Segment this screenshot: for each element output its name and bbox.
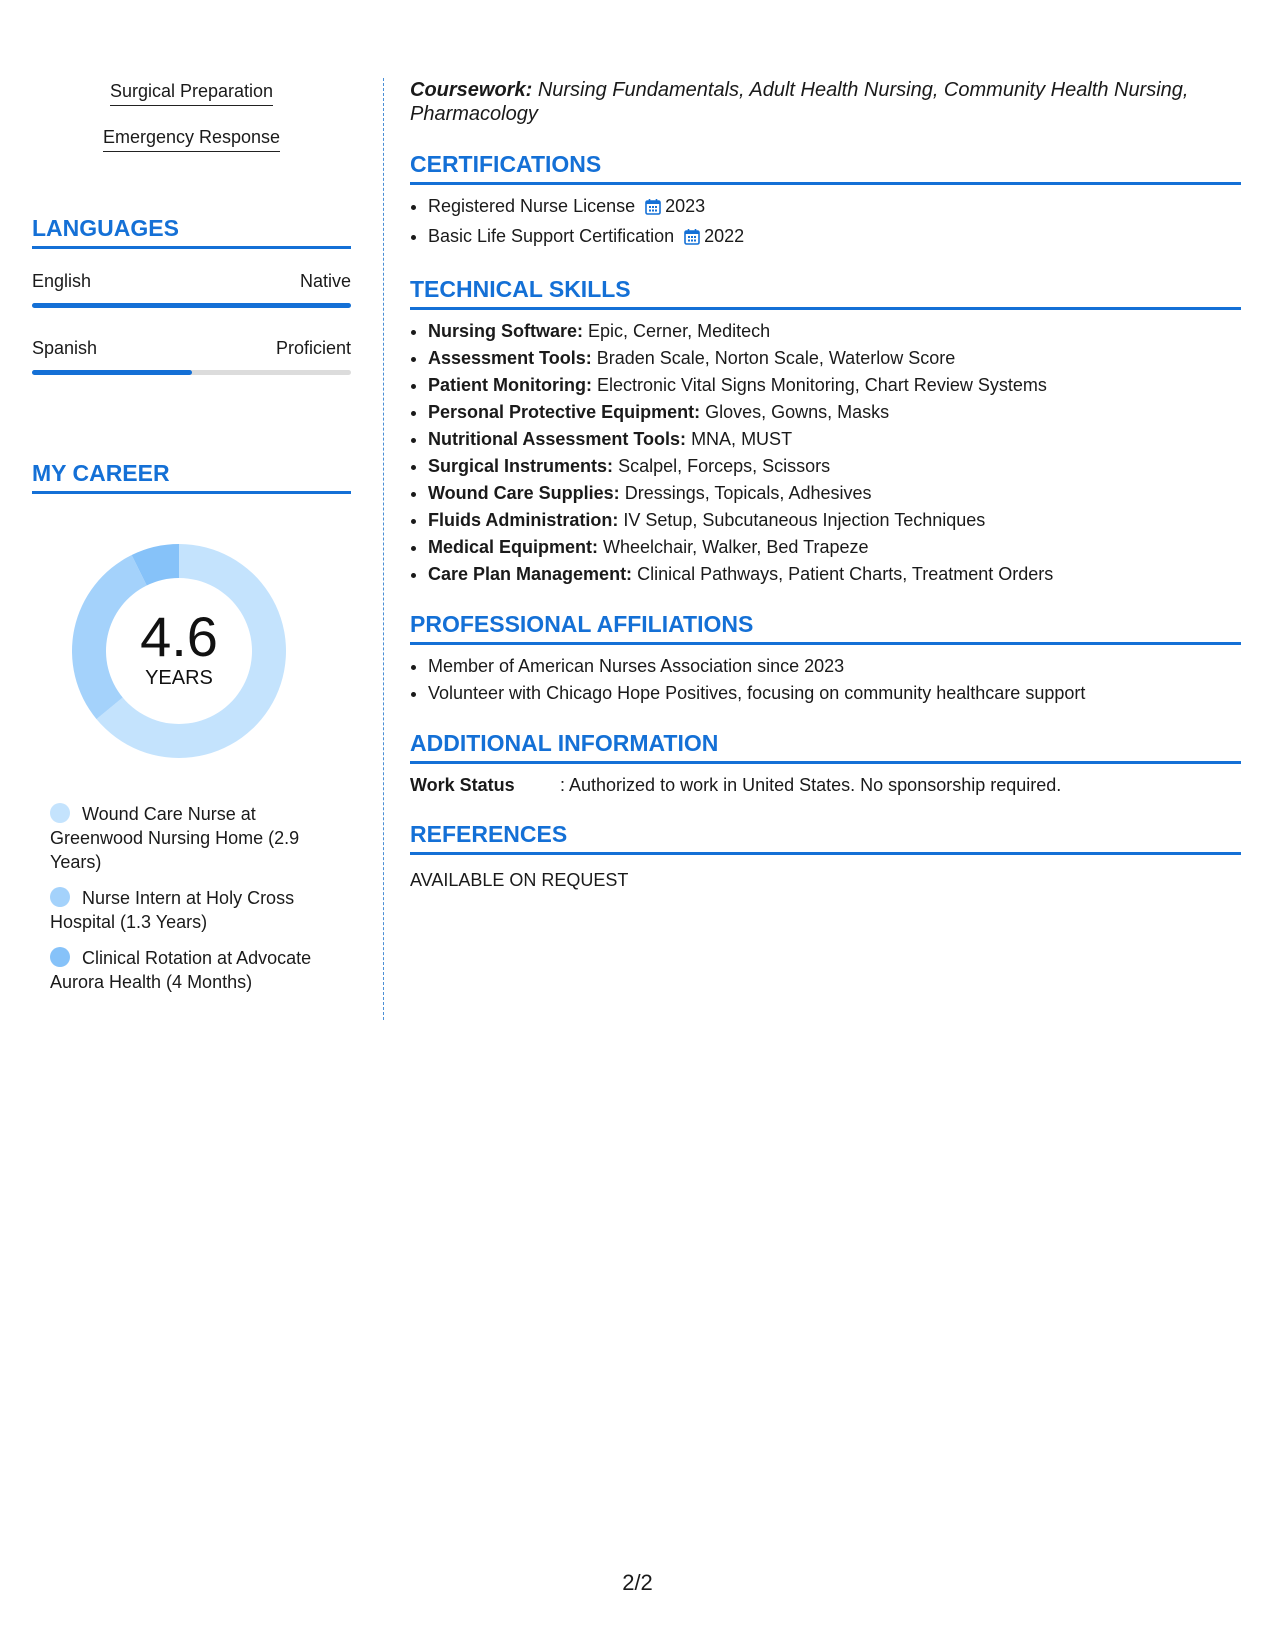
language-bar-fill (32, 303, 351, 308)
skill-tags (32, 80, 351, 172)
references-heading: REFERENCES (410, 820, 1241, 855)
language-item (32, 270, 351, 308)
certification-name: Basic Life Support Certification (428, 226, 675, 246)
additional-info-heading: ADDITIONAL INFORMATION (410, 729, 1241, 764)
affiliations-heading: PROFESSIONAL AFFILIATIONS (410, 610, 1241, 645)
certification-year: 2022 (704, 226, 745, 246)
career-total-unit: YEARS (145, 667, 213, 689)
skill-label: Assessment Tools: (428, 348, 592, 368)
skill-label: Surgical Instruments: (428, 456, 614, 476)
skill-value: Wheelchair, Walker, Bed Trapeze (603, 537, 869, 557)
work-status-row (410, 772, 1241, 798)
skill-value: IV Setup, Subcutaneous Injection Techniques (623, 510, 986, 530)
career-item-text: Wound Care Nurse at Greenwood Nursing Home (2.9 Years) (50, 804, 300, 872)
coursework-text: Nursing Fundamentals, Adult Health Nursing, Community Health Nursing, Pharmacology (410, 79, 1189, 125)
technical-skill-item (428, 372, 1241, 399)
affiliation-item: • Member of American Nurses Association since 2023 (428, 653, 1241, 680)
technical-skills-heading: TECHNICAL SKILLS (410, 275, 1241, 310)
certification-year: 2023 (665, 196, 706, 216)
skill-value: MNA, MUST (691, 429, 793, 449)
career-item (50, 946, 351, 994)
skill-label: Patient Monitoring: (428, 375, 592, 395)
language-level: Proficient (275, 338, 351, 358)
language-bar (32, 370, 351, 375)
left-column (32, 80, 351, 1006)
skill-tag: Emergency Response (103, 126, 280, 152)
skill-label: Wound Care Supplies: (428, 483, 620, 503)
page-number: 2/2 (622, 1570, 653, 1595)
technical-skill-item (428, 318, 1241, 345)
legend-dot (50, 803, 70, 823)
legend-dot (50, 947, 70, 967)
certifications-heading: CERTIFICATIONS (410, 150, 1241, 185)
calendar-icon (645, 196, 661, 223)
certifications-list (410, 193, 1241, 253)
language-name: Spanish (32, 338, 98, 358)
technical-skill-item (428, 399, 1241, 426)
certification-item (428, 223, 1241, 253)
skill-label: Nutritional Assessment Tools: (428, 429, 687, 449)
references-text: AVAILABLE ON REQUEST (410, 870, 629, 890)
skill-value: Braden Scale, Norton Scale, Waterlow Score (596, 348, 956, 368)
skill-value: Epic, Cerner, Meditech (588, 321, 771, 341)
skill-label: Medical Equipment: (428, 537, 599, 557)
career-donut (64, 536, 294, 766)
language-name: English (32, 271, 92, 291)
language-item (32, 337, 351, 375)
career-item-text: Nurse Intern at Holy Cross Hospital (1.3 Years) (50, 888, 295, 932)
language-level: Native (299, 271, 351, 291)
coursework-label: Coursework: (410, 79, 533, 101)
languages-list (32, 270, 351, 375)
languages-heading: LANGUAGES (32, 214, 351, 249)
skill-value: Scalpel, Forceps, Scissors (618, 456, 831, 476)
column-divider (383, 78, 384, 1020)
technical-skill-item (428, 453, 1241, 480)
skill-value: Electronic Vital Signs Monitoring, Chart Review Systems (597, 375, 1047, 395)
career-item (50, 886, 351, 934)
technical-skill-item (428, 480, 1241, 507)
career-item-text: Clinical Rotation at Advocate Aurora Health (4 Months) (50, 948, 312, 992)
technical-skill-item (428, 507, 1241, 534)
technical-skill-item (428, 534, 1241, 561)
skill-label: Personal Protective Equipment: (428, 402, 701, 422)
skill-label: Care Plan Management: (428, 564, 633, 584)
affiliations-list (410, 653, 1241, 707)
legend-dot (50, 887, 70, 907)
career-total-number: 4.6 (140, 605, 218, 668)
career-item (50, 802, 351, 874)
work-status-value: : Authorized to work in United States. No sponsorship required. (560, 775, 1062, 795)
skill-label: Fluids Administration: (428, 510, 619, 530)
career-legend (50, 802, 351, 994)
work-status-label: Work Status (410, 775, 515, 795)
calendar-icon (684, 226, 700, 253)
skill-value: Clinical Pathways, Patient Charts, Treatment Orders (637, 564, 1054, 584)
technical-skill-item (428, 561, 1241, 588)
skill-value: Dressings, Topicals, Adhesives (624, 483, 872, 503)
skill-tag: Surgical Preparation (110, 80, 273, 106)
career-heading: MY CAREER (32, 459, 351, 494)
certification-name: Registered Nurse License (428, 196, 636, 216)
affiliation-item: • Volunteer with Chicago Hope Positives, focusing on community healthcare support (428, 680, 1241, 707)
right-column (410, 78, 1241, 893)
language-bar-fill (32, 370, 192, 375)
technical-skills-list (410, 318, 1241, 588)
language-bar (32, 303, 351, 308)
certification-item (428, 193, 1241, 223)
skill-label: Nursing Software: (428, 321, 584, 341)
skill-value: Gloves, Gowns, Masks (705, 402, 890, 422)
coursework (410, 78, 1241, 126)
technical-skill-item (428, 426, 1241, 453)
technical-skill-item (428, 345, 1241, 372)
